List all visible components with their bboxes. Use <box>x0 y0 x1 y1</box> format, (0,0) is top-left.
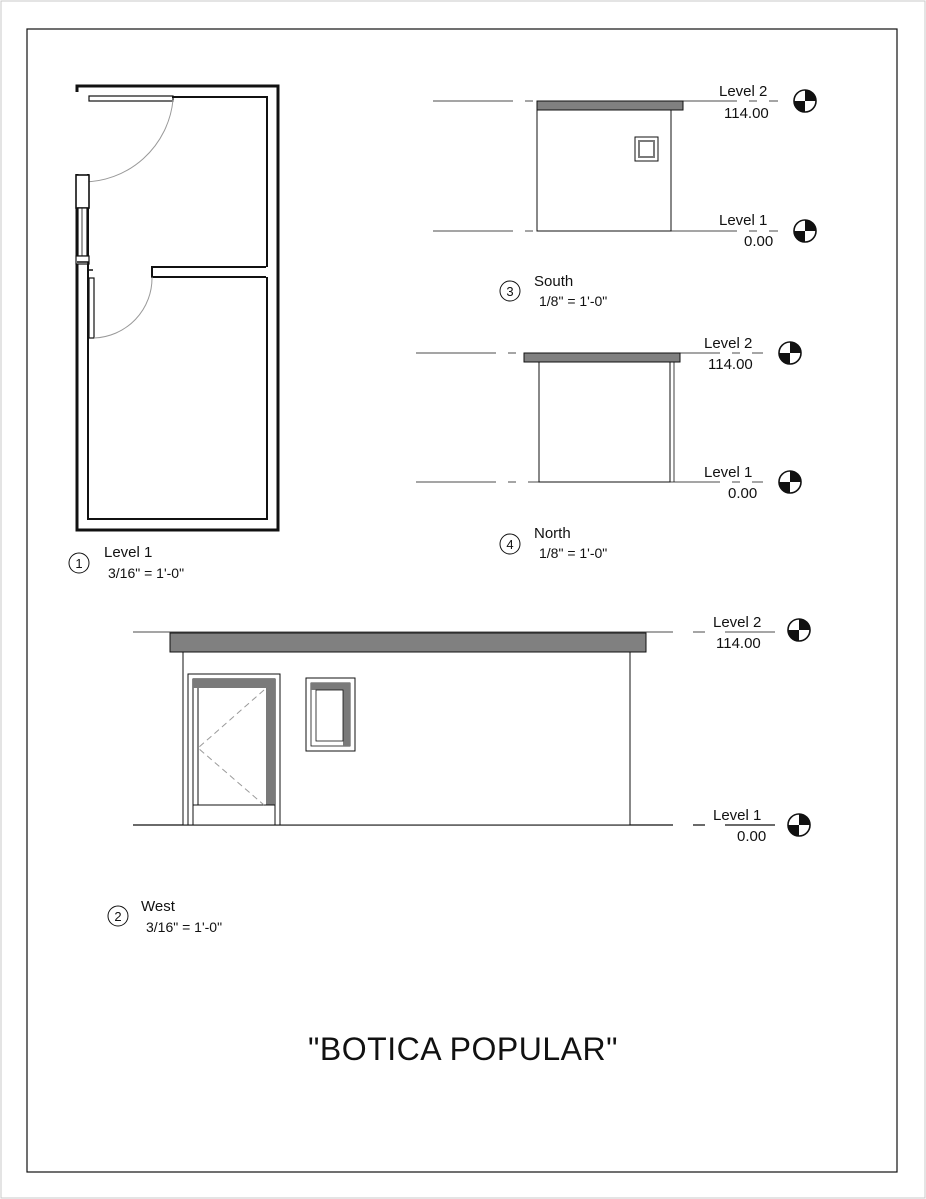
view-scale: 3/16" = 1'-0" <box>108 565 185 581</box>
level-name: Level 1 <box>719 212 768 229</box>
level-head-symbol <box>788 814 810 836</box>
level-elevation: 114.00 <box>708 356 753 373</box>
level-name: Level 2 <box>719 83 768 100</box>
south-wall <box>537 110 671 231</box>
view-title: Level 1 <box>104 544 153 561</box>
top-door-swing <box>82 100 173 182</box>
view-number: 2 <box>114 909 122 924</box>
view-scale: 1/8" = 1'-0" <box>539 293 608 309</box>
level-elevation: 114.00 <box>724 105 769 122</box>
north-elevation-view <box>416 335 801 561</box>
view-title: North <box>534 525 571 542</box>
sheet-title: "BOTICA POPULAR" <box>308 1031 618 1067</box>
view-title: South <box>534 273 574 290</box>
view-number: 4 <box>506 537 514 552</box>
west-elevation-view <box>108 614 810 935</box>
north-roof <box>524 353 680 362</box>
level-name: Level 2 <box>704 335 753 352</box>
level-head-symbol <box>779 471 801 493</box>
north-wall <box>539 362 670 482</box>
west-roof <box>170 633 646 652</box>
level-elevation: 0.00 <box>744 233 774 250</box>
level-name: Level 1 <box>713 807 762 824</box>
view-scale: 1/8" = 1'-0" <box>539 545 608 561</box>
view-number: 1 <box>75 556 83 571</box>
level-head-symbol <box>779 342 801 364</box>
view-number: 3 <box>506 284 514 299</box>
interior-partition <box>152 267 267 277</box>
plan-outer-wall <box>77 86 278 530</box>
level-elevation: 0.00 <box>728 485 758 502</box>
level-name: Level 1 <box>704 464 753 481</box>
plan-inner-wall <box>88 97 267 519</box>
title-border <box>27 29 897 1172</box>
outer-sheet-border <box>1 1 925 1198</box>
view-title: West <box>141 898 175 915</box>
interior-door-swing <box>94 277 152 338</box>
interior-door-leaf <box>89 278 94 338</box>
view-scale: 3/16" = 1'-0" <box>146 919 223 935</box>
level-name: Level 2 <box>713 614 762 631</box>
level-head-symbol <box>794 90 816 112</box>
level-elevation: 0.00 <box>737 828 767 845</box>
plan-window-frame <box>76 175 89 208</box>
south-roof <box>537 101 683 110</box>
level-elevation: 114.00 <box>716 635 761 652</box>
level-head-symbol <box>788 619 810 641</box>
level-head-symbol <box>794 220 816 242</box>
south-elevation-view <box>433 83 816 309</box>
floor-plan-view <box>69 86 278 581</box>
